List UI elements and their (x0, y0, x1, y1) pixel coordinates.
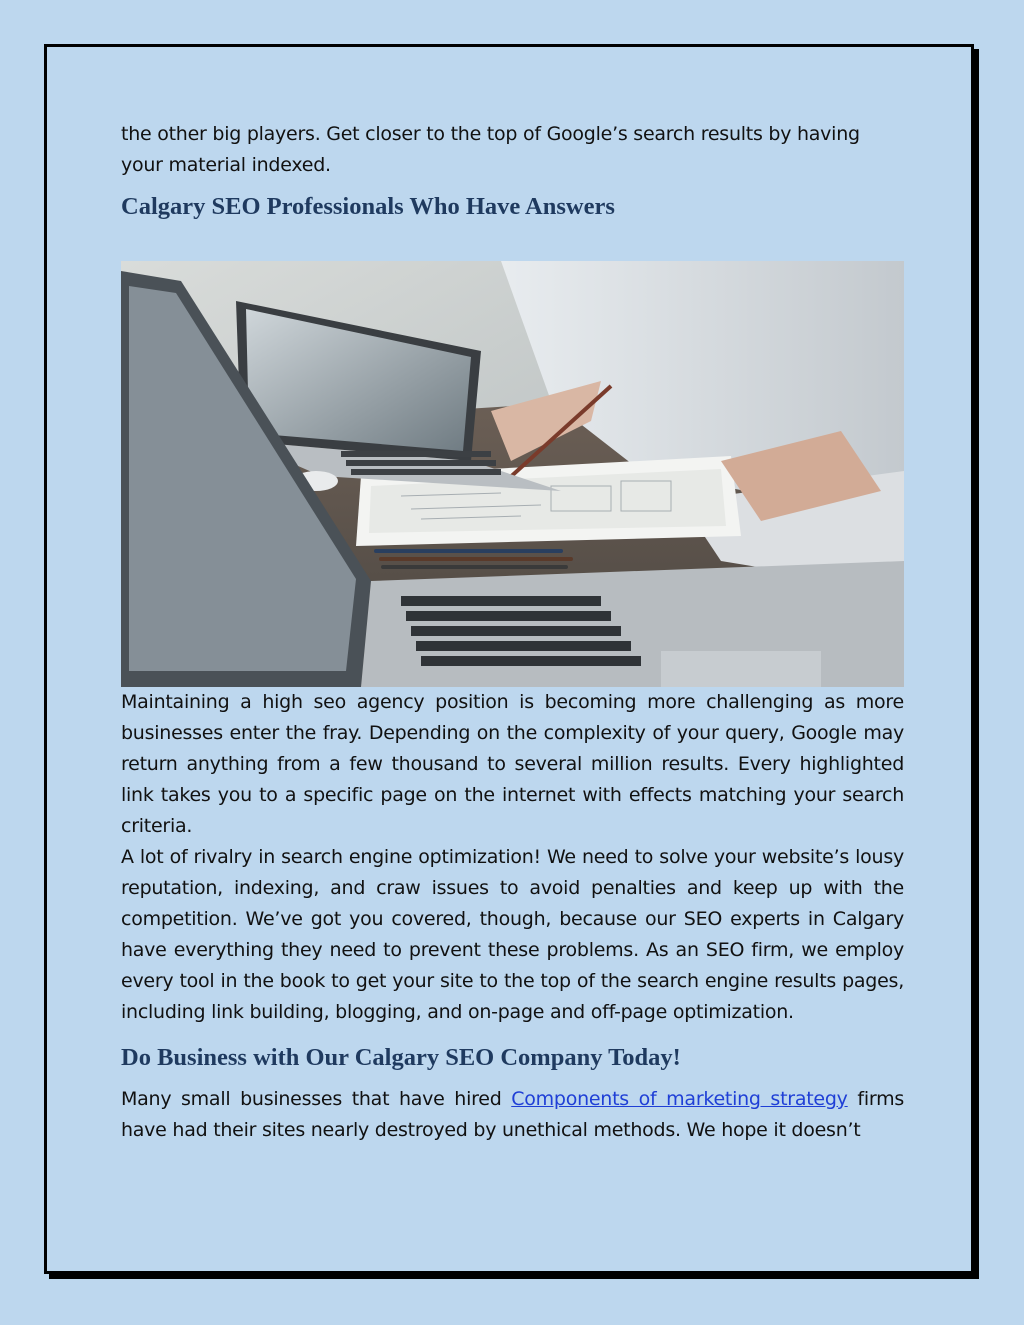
marketing-strategy-link[interactable]: Components of marketing strategy (511, 1088, 848, 1110)
intro-paragraph: the other big players. Get closer to the top of Google’s search results by having your material indexed. (121, 123, 860, 176)
paragraph-seo-rivalry: A lot of rivalry in search engine optimization! We need to solve your website’s lousy reputation, indexing, and craw issues to avoid penalties and keep up with the competition. We’ve got you covered, though, because our SEO experts in Calgary have everything they need to prevent these problems. As an SEO firm, we employ every tool in the book to get your site to the top of the search engine results pages, including link building, blogging, and on-page and off-page optimization. (121, 846, 904, 1023)
paragraph-text-after-link: firms have had their sites nearly destroyed by unethical methods. We hope it doesn’t (121, 1088, 904, 1141)
section-heading-professionals: Calgary SEO Professionals Who Have Answers (121, 193, 615, 220)
paragraph-seo-position: Maintaining a high seo agency position is becoming more challenging as more businesses enter the fray. Depending on the complexity of your query, Google may return anything from a few thousand to several million results. Every highlighted link takes you to a specific page on the internet with effects matching your search criteria. (121, 691, 904, 837)
document-content (121, 119, 904, 1146)
laptops-meeting-photo (121, 261, 904, 687)
section-heading-do-business: Do Business with Our Calgary SEO Company Today! (121, 1044, 681, 1071)
paragraph-small-businesses (121, 1084, 904, 1146)
paragraph-text-before-link: Many small businesses that have hired (121, 1088, 512, 1110)
